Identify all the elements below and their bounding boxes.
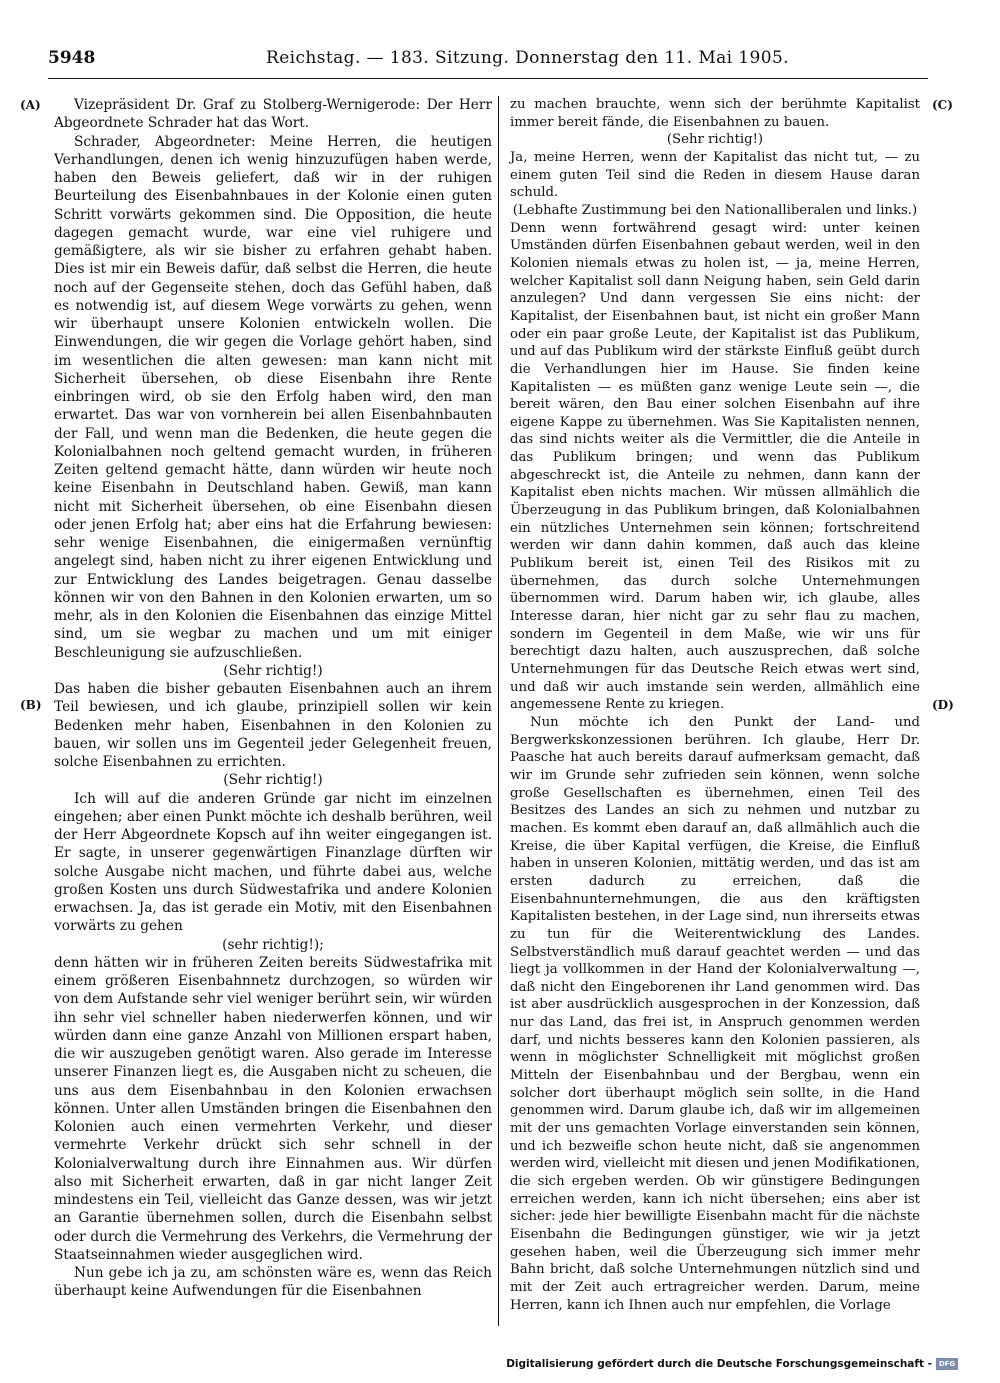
margin-marker-d: (D) [932,698,954,712]
paragraph: Vizepräsident Dr. Graf zu Stolberg-Wernigerode: Der Herr Abgeordnete Schrader hat das Wort. [54,97,492,132]
interjection: (sehr richtig!); [222,936,324,953]
page-number: 5948 [48,48,96,68]
paragraph: Nun gebe ich ja zu, am schönsten wäre es, wenn das Reich überhaupt keine Aufwendungen für die Eisenbahnen [54,1265,492,1300]
paragraph: Nun möchte ich den Punkt der Land- und Bergwerkskonzessionen berühren. Ich glaube, Herr Dr. Paasche hat auch bereits darauf aufmerksam gemacht, daß wir im Grunde sehr zufrieden sein können, wenn solche große Gesellschaften es übernehmen, einen Teil des Besitzes des Landes an sich zu nehmen und nutzbar zu machen. Es kommt eben darauf an, daß allmählich auch die Kreise, die über Kapital verfügen, die Kreise, die Einfluß haben in unseren Kolonien, mittätig werden, und das ist am ersten dadurch zu erreichen, daß die Eisenbahnunternehmungen, die aus den kräftigsten Kapitalisten bestehen, in der Lage sind, nun ihrerseits etwas zu tun für die Weiterentwicklung des Landes. Selbstverständlich muß darauf geachtet werden — und das liegt ja vollkommen in der Hand der Kolonialverwaltung —, daß nicht den Eingeborenen ihr Land genommen wird. Das ist aber ausdrücklich ausgesprochen in der Konzession, daß nur das Land, das frei ist, in Anspruch genommen werden darf, und nichts besseres kann den Kolonien passieren, als wenn in möglichster Schnelligkeit mit möglichst großen Mitteln der Eisenbahnbau und der Bergbau, wenn ein solcher dort überhaupt möglich sein sollte, in die Hand genommen wird. Darum glaube ich, daß wir im allgemeinen mit der uns gemachten Vorlage einverstanden sein können, und ich bezweifle schon heute nicht, daß sie angenommen werden wird, vielleicht mit diesen und jenen Modifikationen, die sich ergeben werden. Ob wir günstigere Bedingungen erreichen werden, kann ich nicht übersehen; eins aber ist sicher: jede hier bewilligte Eisenbahn macht für die nächste Eisenbahn die Bedingungen günstiger, wie wir ja jetzt gesehen haben, weil die Überzeugung sich immer mehr Bahn bricht, daß solche Unternehmungen nützlich sind und mit der Zeit auch ertragreicher werden. Darum, meine Herren, kann ich Ihnen auch nur empfehlen, die Vorlage [510,714,920,1313]
paragraph: zu machen brauchte, wenn sich der berühmte Kapitalist immer bereit fände, die Eisenbahnen zu bauen. [510,97,920,130]
paragraph: denn hätten wir in früheren Zeiten bereits Südwestafrika mit einem größeren Eisenbahnnetz durchzogen, so würden wir von dem Aufstande sehr viel weniger berührt sein, wir würden ihn sehr viel schneller haben niederwerfen können, und wir würden dann eine ganze Anzahl von Millionen erspart haben, die wir auszugeben genötigt waren. Also gerade im Interesse unserer Finanzen liegt es, die Ausgaben nicht zu scheuen, die uns aus dem Eisenbahnbau in den Kolonien erwachsen können. Unter allen Umständen bringen die Eisenbahnen den Kolonien auch einen vermehrten Verkehr, und dieser vermehrte Verkehr drückt sich sehr schnell in der Kolonialverwaltung durch ihre Einnahmen aus. Wir dürfen also mit Sicherheit erwarten, daß in gar nicht langer Zeit mindestens ein Teil, vielleicht das Ganze dessen, was wir jetzt an Garantie übernehmen sollen, durch die Eisenbahn selbst oder durch die Vermehrung des Verkehrs, die Vermehrung der Staatseinnahmen wieder ausgeglichen wird. [54,954,492,1263]
footer [506,1358,958,1374]
margin-marker-b: (B) [20,698,42,712]
margin-marker-c: (C) [932,98,953,112]
paragraph: Denn wenn fortwährend gesagt wird: unter keinen Umständen dürfen Eisenbahnen gebaut werden, weil in den Kolonien niemals etwas zu holen ist, — ja, meine Herren, welcher Kapitalist soll dann Neigung haben, sein Geld darin anzulegen? Und dann vergessen Sie eins nicht: der Kapitalist, der Eisenbahnen baut, ist nicht ein großer Mann oder ein paar große Leute, der Kapitalist ist das Publikum, und auf das Publikum wird der stärkste Einfluß geübt durch die Verhandlungen hier im Hause. Sie finden keine Kapitalisten — es müßten ganz wenige Leute sein —, die bereit wären, den Bau einer solchen Eisenbahn auf ihre eigene Kappe zu übernehmen. Was Sie Kapitalisten nennen, das sind nichts weiter als die Vermittler, die die Anteile in das Publikum bringen; und wenn das Publikum abgeschreckt ist, die Anteile zu nehmen, dann kann der Kapitalist eben nichts machen. Wir müssen allmählich die Überzeugung in das Publikum bringen, daß Kolonialbahnen ein nützliches Unternehmen sein können; fortschreitend werden wir dann dahin kommen, daß auch das kleine Publikum bereit ist, einen Teil des Risikos mit zu übernehmen, das durch solche Unternehmungen übernommen wird. Darum haben wir, ich glaube, alles Interesse daran, hier nicht gar zu sehr flau zu machen, sondern im Gegenteil in dem Maße, wie wir uns für berechtigt dazu halten, auch auszusprechen, daß solche Unternehmungen für das Deutsche Reich etwas wert sind, und daß wir auch imstande sein werden, allmählich eine angemessene Rente zu kriegen. [510,220,920,713]
dfg-logo-icon: DFG [936,1358,958,1370]
footer-credit: Digitalisierung gefördert durch die Deutsche Forschungsgemeinschaft - [506,1358,932,1370]
interjection: (Sehr richtig!) [666,132,764,148]
paragraph: Ich will auf die anderen Gründe gar nicht im einzelnen eingehen; aber einen Punkt möchte ich deshalb berühren, weil der Herr Abgeordnete Kopsch auf ihn weiter eingegangen ist. Er sagte, in unserer gegenwärtigen Finanzlage dürften wir solche Ausgabe nicht machen, und führte dabei aus, welche großen Kosten uns durch Südwestafrika und andere Kolonien erwachsen. Ja, das ist gerade ein Motiv, mit den Eisenbahnen vorwärts zu gehen [54,790,492,935]
paragraph: Schrader, Abgeordneter: Meine Herren, die heutigen Verhandlungen, denen ich wenig hinzuzufügen haben werde, haben den Beweis geliefert, daß wir in der ruhigen Beurteilung des Eisenbahnbaues in der Kolonie einen guten Schritt vorwärts gekommen sind. Die Opposition, die heute dagegen gemacht wurde, war eine viel ruhigere und gemäßigtere, als wir sie bisher zu erfahren gehabt haben. Dies ist mir ein Beweis dafür, daß selbst die Herren, die heute noch auf der Gegenseite stehen, doch das Gefühl haben, daß es notwendig ist, auf diesem Wege vorwärts zu gehen, wenn wir überhaupt unsere Kolonien entwickeln wollen. Die Einwendungen, die wir gegen die Vorlage gehört haben, sind im wesentlichen die alten gewesen: man kann nicht mit Sicherheit übersehen, ob diese Eisenbahn ihre Rente einbringen wird, ob sie den Erfolg haben wird, den man erwartet. Das war von vornherein bei allen Eisenbahnbauten der Fall, und wenn man die Bedenken, die heute gegen die Kolonialbahnen noch geltend gemacht wurden, in früheren Zeiten geltend gemacht hätte, dann würden wir heute noch keine Eisenbahn in Deutschland haben. Gewiß, man kann nicht mit Sicherheit übersehen, ob eine Eisenbahn diesen oder jenen Erfolg hat; aber eins hat die Erfahrung bewiesen: sehr wenige Eisenbahnen, die einigermaßen vernünftig angelegt sind, haben nicht zu ihrer eigenen Entwicklung und zur Entwicklung des Landes beigetragen. Genau dasselbe können wir von den Bahnen in den Kolonien erwarten, um so mehr, als in den Kolonien die Eisenbahnen das einzige Mittel sind, um sie wegbar zu machen und um mit einiger Beschleunigung sie aufzuschließen. [54,133,492,661]
interjection: (Sehr richtig!) [223,662,323,679]
running-header [48,44,928,72]
column-divider [498,96,499,1326]
margin-marker-a: (A) [20,98,41,112]
right-column [510,96,920,1314]
interjection: (Sehr richtig!) [223,772,323,789]
paragraph: Das haben die bisher gebauten Eisenbahnen auch an ihrem Teil bewiesen, und ich glaube, prinzipiell sollen wir kein Bedenken mehr haben, Eisenbahnen in den Kolonien zu bauen, wir sollen uns im Gegenteil jeder Gelegenheit freuen, solche Eisenbahnen zu errichten. [54,681,492,770]
header-rule [48,78,928,79]
interjection: (Lebhafte Zustimmung bei den Nationalliberalen und links.) [512,202,918,218]
paragraph: Ja, meine Herren, wenn der Kapitalist das nicht tut, — zu einem guten Teil sind die Reden in diesem Hause daran schuld. [510,149,920,201]
running-head-title: Reichstag. — 183. Sitzung. Donnerstag den 11. Mai 1905. [266,48,789,68]
left-column [54,96,492,1301]
